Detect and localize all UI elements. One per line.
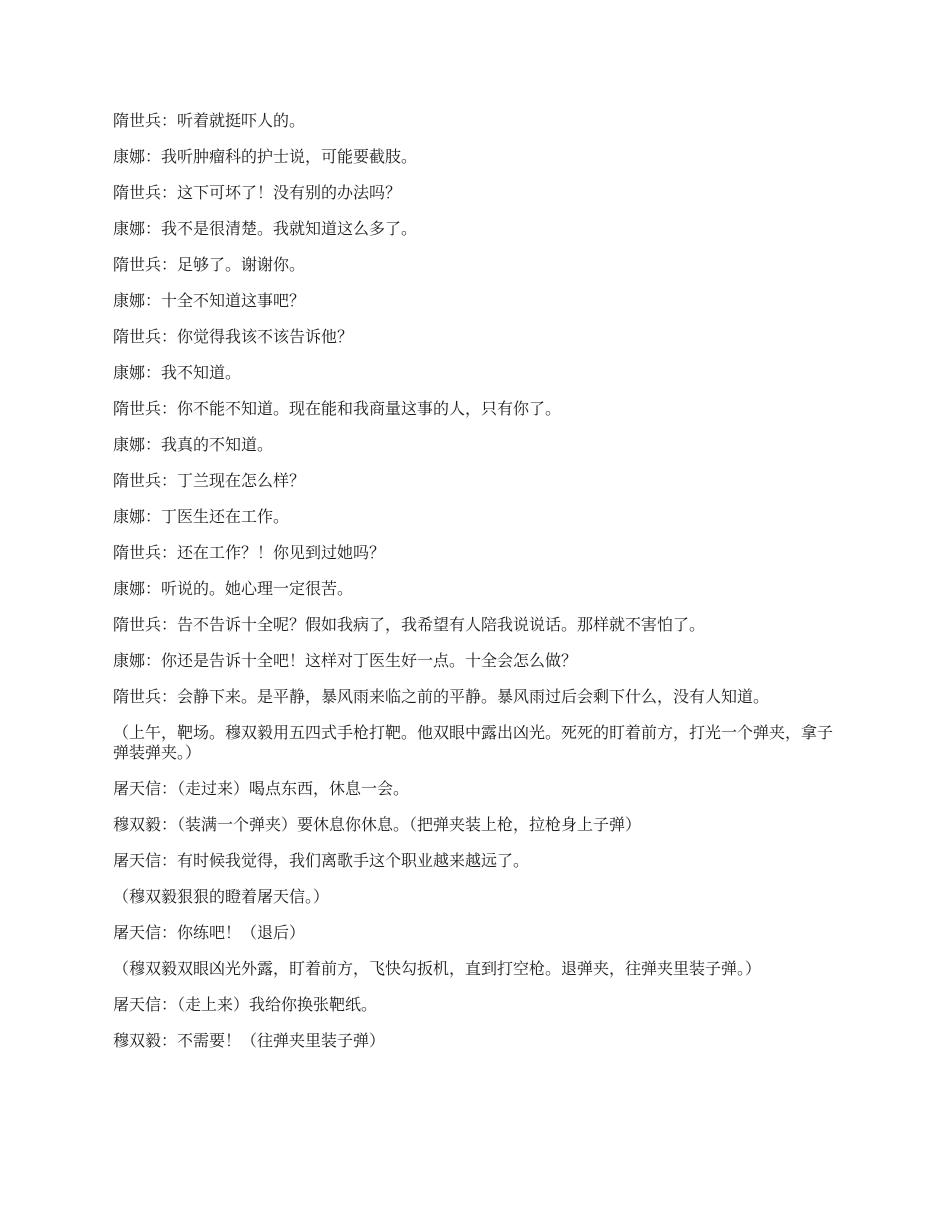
dialogue-line: 康娜：丁医生还在工作。: [113, 507, 290, 526]
dialogue-line: 屠天信：（走上来）我给你换张靶纸。: [113, 995, 378, 1014]
dialogue-line: 康娜：我不是很清楚。我就知道这么多了。: [113, 219, 418, 238]
dialogue-line: 康娜：听说的。她心理一定很苦。: [113, 579, 354, 598]
dialogue-line: 隋世兵：你觉得我该不该告诉他？: [113, 327, 354, 346]
dialogue-line: 康娜：你还是告诉十全吧！这样对丁医生好一点。十全会怎么做？: [113, 651, 578, 670]
dialogue-line: 隋世兵：足够了。谢谢你。: [113, 255, 306, 274]
dialogue-line: 隋世兵：丁兰现在怎么样？: [113, 471, 306, 490]
dialogue-line: 隋世兵：告不告诉十全呢？假如我病了，我希望有人陪我说说话。那样就不害怕了。: [113, 615, 706, 634]
dialogue-line: 穆双毅：不需要！（往弹夹里装子弹）: [113, 1031, 386, 1050]
dialogue-line: 屠天信：（走过来）喝点东西，休息一会。: [113, 779, 410, 798]
dialogue-line: 隋世兵：这下可坏了！没有别的办法吗？: [113, 183, 402, 202]
dialogue-line: 屠天信：你练吧！（退后）: [113, 923, 306, 942]
dialogue-line: 隋世兵：还在工作？！你见到过她吗？: [113, 543, 386, 562]
stage-direction: （上午，靶场。穆双毅用五四式手枪打靶。他双眼中露出凶光。死死的盯着前方，打光一个弹夹，拿子弹装弹夹。）: [113, 723, 834, 762]
dialogue-line: 隋世兵：会静下来。是平静，暴风雨来临之前的平静。暴风雨过后会剩下什么，没有人知道。: [113, 687, 770, 706]
dialogue-line: 康娜：十全不知道这事吧？: [113, 291, 306, 310]
dialogue-line: 康娜：我真的不知道。: [113, 435, 274, 454]
stage-direction: （穆双毅狠狠的瞪着屠天信。）: [113, 887, 330, 906]
dialogue-line: 穆双毅：（装满一个弹夹）要休息你休息。（把弹夹装上枪，拉枪身上子弹）: [113, 815, 642, 834]
dialogue-line: 隋世兵：听着就挺吓人的。: [113, 111, 306, 130]
dialogue-line: 隋世兵：你不能不知道。现在能和我商量这事的人，只有你了。: [113, 399, 562, 418]
dialogue-line: 康娜：我不知道。: [113, 363, 242, 382]
script-text-body: [113, 111, 843, 1067]
dialogue-line: 康娜：我听肿瘤科的护士说，可能要截肢。: [113, 147, 418, 166]
dialogue-line: 屠天信：有时候我觉得，我们离歌手这个职业越来越远了。: [113, 851, 530, 870]
stage-direction: （穆双毅双眼凶光外露，盯着前方，飞快勾扳机，直到打空枪。退弹夹，往弹夹里装子弹。）: [113, 959, 762, 978]
